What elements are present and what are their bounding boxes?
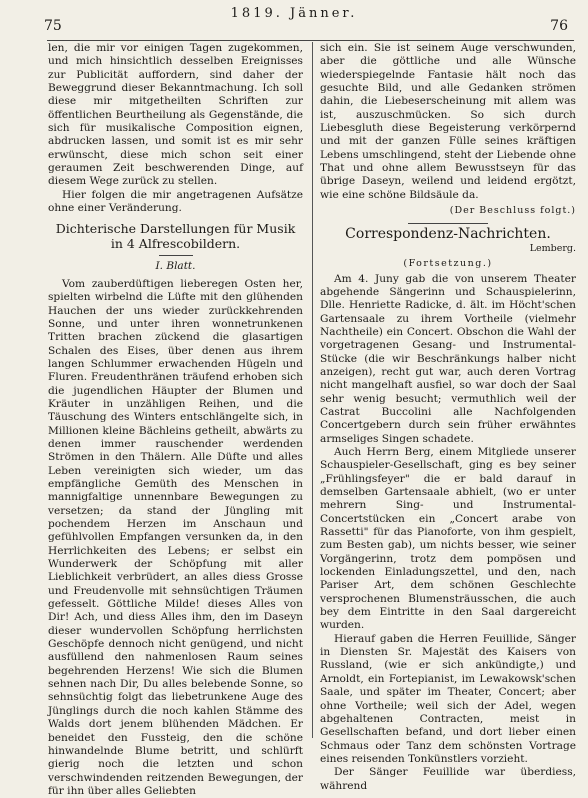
continued-note: (Der Beschluss folgt.) (449, 205, 576, 217)
page-header (0, 6, 588, 36)
intro-paragraph-2: Hier folgen die mir angetragenen Aufsätze ohne einer Veränderung. (48, 188, 303, 215)
report-paragraph-1: Am 4. Juny gab die von unserem Theater abgehende Sängerinn und Schauspielerinn, Dlle. Henriette Radicke, d. ält. im Höcht'schen Gartensaale zu ihrem Vortheile (vielmehr Nachtheile) ein Concert. Obschon die Wahl der vorgetragenen Gesang- und Instrumental-Stücke (die wir Beschränkungs halber nicht anzeigen), recht gut war, auch deren Vortrag nicht mangelhaft ausfiel, so war doch der Saal sehr wenig besucht; vermuthlich weil der Castrat Buccolini alle Nachfolgenden Concertgebern durch sein früher erwähntes armseliges Singen schadete. (320, 272, 576, 445)
header-date: 1819. Jänner. (230, 6, 358, 21)
article-body: Vom zauberdüftigen lieberegen Osten her, spielten wirbelnd die Lüfte mit den glühenden Hauchen der uns wieder zurückkehrenden Sonne, und unter ihren wonnetrunkenen Tritten brachen zückend die glasartigen Schalen des Eises, über denen aus ihrem langen Schlummer erwachenden Hügeln und Fluren. Freudenthränen träufend erhoben sich die jugendlichen Häupter der Blumen und Kräuter in unzähligen Reihen, und die Täuschung des Winters entschlängelte sich, in Millionen kleine Bächleins getheilt, abwärts zu denen immer rauschender werdenden Strömen in den Thälern. Alle Düfte und alles Leben vereinigten sich wieder, um das empfängliche Gemüth des Menschen in mannigfaltige unnennbare Bewegungen zu versetzen; da stand der Jüngling mit pochendem Herzen im Anschaun und gefühlvollen Empfangen versunken da, in den Herrlichkeiten des Lebens; er selbst ein Wunderwerk der Schöpfung mit aller Lieblichkeit verbrüdert, an alles diess Grosse und Freudenvolle mit sehnsüchtigen Träumen gefesselt. Göttliche Milde! dieses Alles von Dir! Ach, und diess Alles ihm, den im Daseyn dieser wundervollen Schöpfung herrlichsten Geschöpfe dennoch nicht genügend, und nicht ausfüllend den nahmenlosen Raum seines begehrenden Herzens! Wie sich die Blumen sehnen nach Dir, Du alles belebende Sonne, so sehnsüchtig folgt das liebetrunkene Auge des Jünglings durch die noch kahlen Stämme des Walds dort jenem blühenden Mädchen. Er beneidet den Fussteig, den die schöne hinwandelnde Blume betritt, und schlürft gierig noch die letzten und schon verschwindenden reitzenden Bewegungen, der für ihn über alles Geliebten (48, 277, 303, 797)
intro-paragraph: len, die mir vor einigen Tagen zugekommen, und mich hinsichtlich desselben Ereignisses zur Publicität auffordern, sind daher der Beweggrund dieser Bekanntmachung. Ich soll diese mir mitgetheilten Schriften zur öffentlichen Beurtheilung als Gegenstände, die sich für musikalische Composition eignen, abdrucken lassen, und somit ist es mir sehr erwünscht, diese mich schon seit einer geraumen Zeit beschwerenden Dinge, auf diesem Wege zurück zu stellen. (48, 42, 303, 188)
right-column (320, 42, 576, 793)
column-divider (312, 42, 313, 738)
report-paragraph-3: Hierauf gaben die Herren Feuillide, Sänger in Diensten Sr. Majestät des Kaisers von Russland, (wie er sich ankündigte,) und Arnoldt, ein Fortepianist, im Lewakowsk'schen Saale, und später im Theater, Concert; aber ohne Vortheile; weil sich der Adel, wegen abgehaltenen Contracten, meist in Gesellschaften befand, und dort lieber einen Schmaus oder Tanz dem schönsten Vortrage eines reisenden Tonkünstlers vorzieht. (320, 632, 576, 765)
section-title: Correspondenz-Nachrichten. (345, 226, 551, 243)
place-name: Lemberg. (529, 242, 576, 254)
section-rule (408, 223, 488, 224)
continued-paragraph: sich ein. Sie ist seinem Auge verschwunden, aber die göttliche und alle Wünsche wiederspiegelnde Fantasie hält noch das gesuchte Bild, und alle Gedanken strömen dahin, die Liebeserscheinung mit allem was ist, auszuschmücken. So sich durch Liebesgluth diese Begeisterung verkörpernd und mit der ganzen Fülle seines kräftigen Lebens umschlingend, steht der Liebende ohne That und ohne allem Bewusstseyn für das übrige Daseyn, weilend und leidend ergötzt, wie eine schöne Bildsäule da. (320, 42, 576, 201)
page-number-right: 76 (550, 18, 568, 34)
header-rule (47, 40, 574, 41)
report-paragraph-4: Der Sänger Feuillide war überdiess, während (320, 766, 576, 792)
report-paragraph-2: Auch Herrn Berg, einem Mitgliede unserer Schauspieler-Gesellschaft, ging es bey seiner „Frühlingsfeyer" die er bald darauf in demselben Gartensaale abhielt, (wo er unter mehrern Sing- und Instrumental-Concertstücken ein „Concert arabe von Rassetti" für das Pianoforte, von ihm gespielt, zum Besten gab), um nichts besser, wie seiner Vorgängerinn, trotz dem pompösen und lockenden Einladungszettel, und den, nach Pariser Art, dem schönen Geschlechte versprochenen Blumensträusschen, die auch bey dem Eintritte in den Saal dargereicht wurden. (320, 445, 576, 632)
continuation-label: (Fortsetzung.) (403, 258, 493, 270)
page-number-left: 75 (44, 18, 62, 34)
left-column (48, 42, 303, 798)
article-subtitle: I. Blatt. (155, 260, 196, 273)
article-title: Dichterische Darstellungen für Musik in 4 Alfrescobildern. (55, 221, 296, 252)
title-separator (159, 255, 193, 256)
